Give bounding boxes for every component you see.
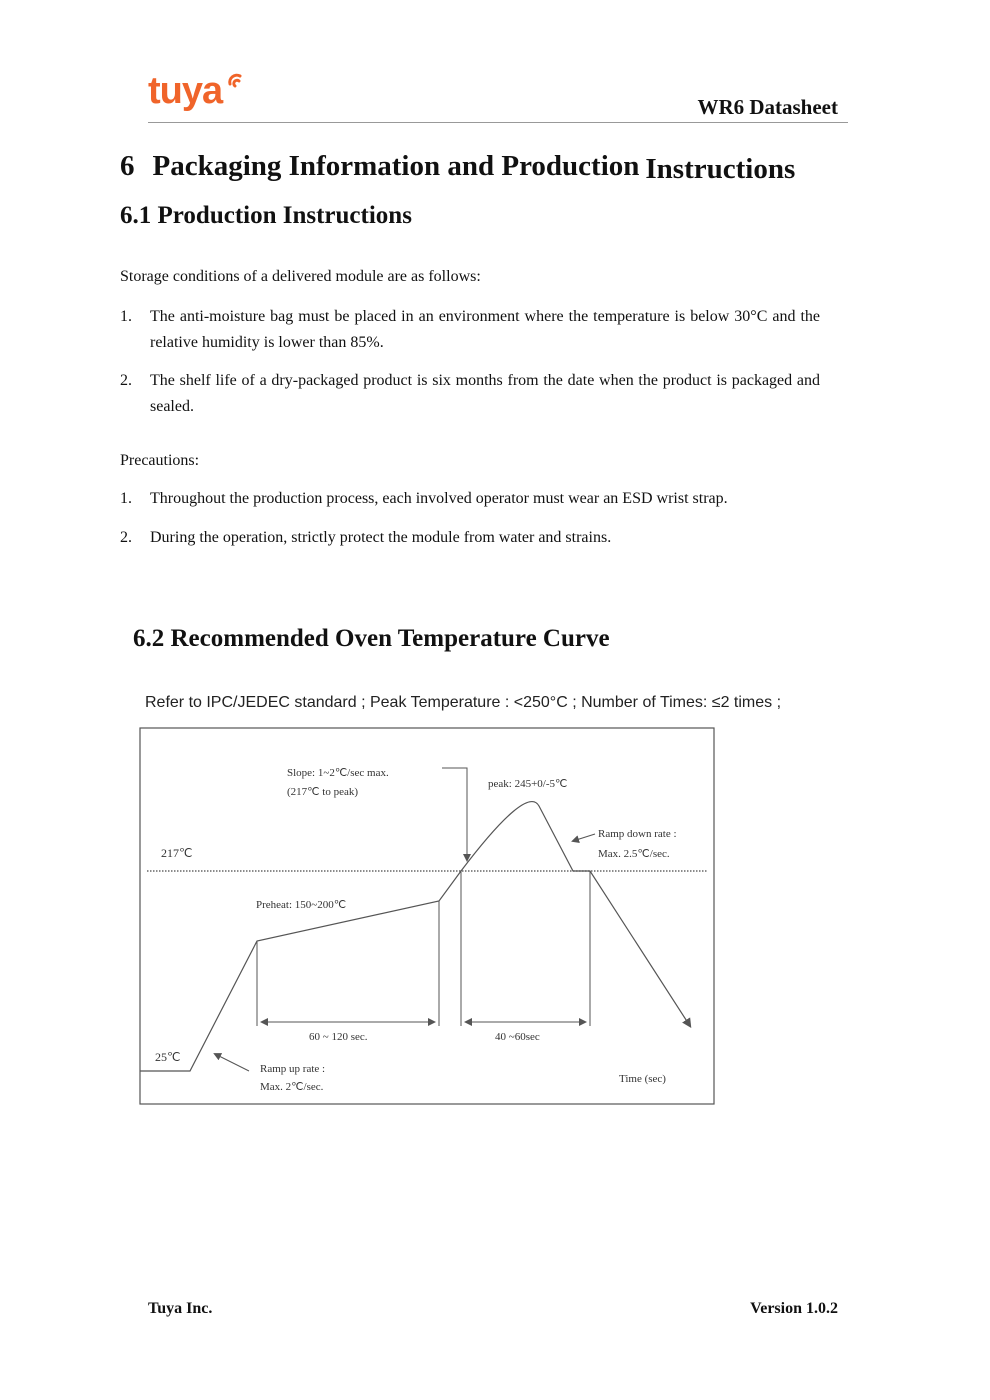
list-text: During the operation, strictly protect the module from water and strains. — [150, 529, 612, 546]
chart-caption: Refer to IPC/JEDEC standard ; Peak Temperature : <250°C ; Number of Times: ≤2 times ; — [145, 694, 782, 711]
section-6-2-heading: 6.2 Recommended Oven Temperature Curve — [133, 625, 610, 652]
list-text: The shelf life of a dry-packaged product is six months from the date when the product is packaged and sealed. — [150, 372, 820, 415]
header-divider — [148, 122, 848, 123]
list-text: The anti-moisture bag must be placed in an environment where the temperature is below 30°C and the relative humidity is lower than 85%. — [150, 308, 820, 351]
storage-intro: Storage conditions of a delivered module are as follows: — [120, 268, 481, 285]
label-rampup-1: Ramp up rate : — [260, 1063, 326, 1075]
label-217: 217℃ — [161, 846, 193, 860]
storage-item-2 — [120, 368, 820, 420]
label-rampup-2: Max. 2℃/sec. — [260, 1081, 324, 1093]
footer-company: Tuya Inc. — [148, 1300, 213, 1317]
list-text: Throughout the production process, each involved operator must wear an ESD wrist strap. — [150, 490, 728, 507]
label-rampdown-1: Ramp down rate : — [598, 828, 677, 840]
label-rampdown-2: Max. 2.5℃/sec. — [598, 848, 670, 860]
section-6-number: 6 — [120, 150, 135, 182]
section-6-title-part1: Packaging Information and Production — [152, 150, 640, 182]
list-number: 1. — [120, 308, 132, 325]
section-6-1-heading: 6.1 Production Instructions — [120, 202, 412, 229]
label-slope-2: (217℃ to peak) — [287, 786, 359, 798]
label-duration-preheat: 60 ~ 120 sec. — [309, 1031, 368, 1043]
precautions-intro: Precautions: — [120, 452, 200, 469]
label-preheat: Preheat: 150~200℃ — [256, 899, 347, 911]
label-slope-1: Slope: 1~2℃/sec max. — [287, 767, 389, 779]
section-6-title-part2: Instructions — [645, 153, 796, 185]
logo-text: tuya — [148, 70, 223, 112]
list-number: 2. — [120, 372, 132, 389]
storage-item-1 — [120, 304, 820, 356]
tuya-logo — [148, 70, 222, 113]
label-25: 25℃ — [155, 1050, 181, 1064]
section-6-heading — [120, 150, 795, 183]
footer-version: Version 1.0.2 — [750, 1300, 838, 1317]
x-axis-label: Time (sec) — [619, 1073, 666, 1085]
label-peak: peak: 245+0/-5℃ — [488, 778, 568, 790]
label-duration-reflow: 40 ~60sec — [495, 1031, 540, 1043]
chart-frame — [140, 728, 714, 1104]
oven-temperature-chart — [137, 726, 717, 1106]
document-title: WR6 Datasheet — [697, 95, 838, 119]
list-number: 1. — [120, 490, 132, 507]
precaution-item-1 — [120, 486, 820, 512]
precaution-item-2 — [120, 525, 820, 551]
list-number: 2. — [120, 529, 132, 546]
wifi-icon — [226, 72, 248, 94]
